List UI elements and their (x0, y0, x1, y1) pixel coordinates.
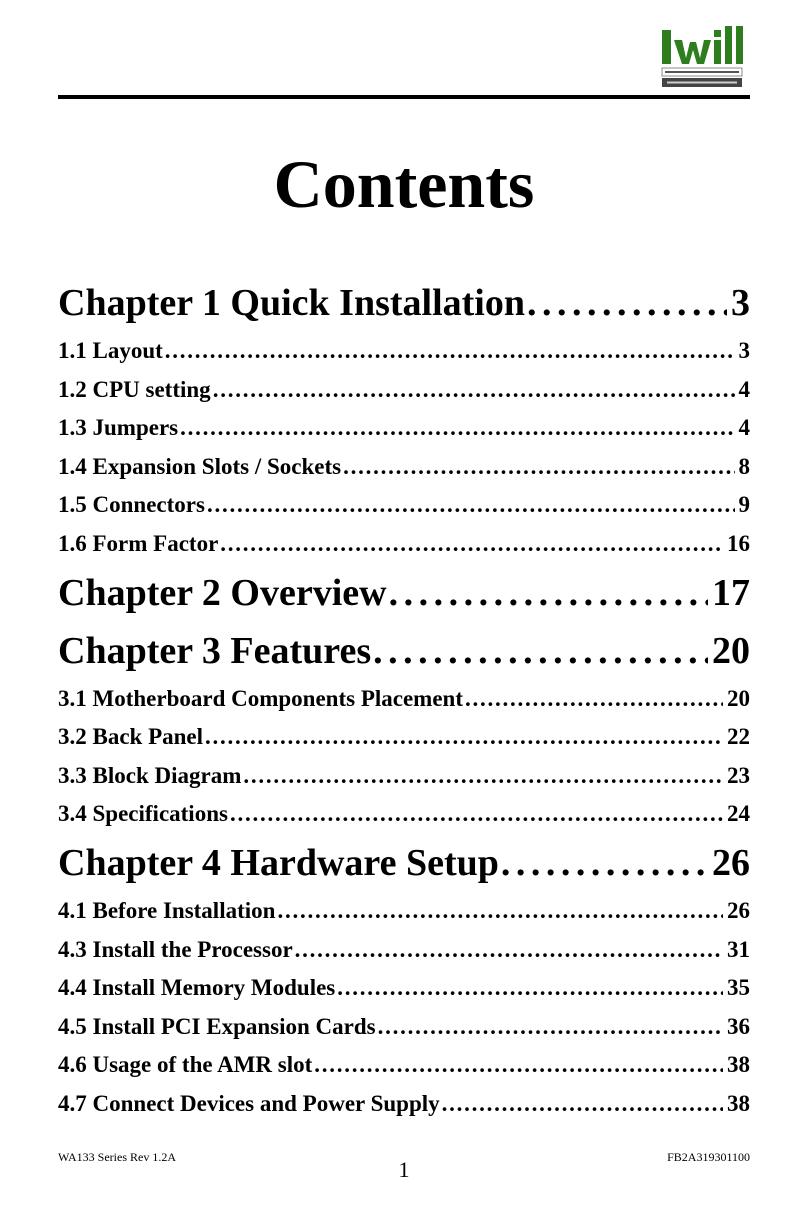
toc-leader-dots (373, 622, 708, 680)
toc-leader-dots (527, 274, 727, 332)
toc-leader-dots (465, 680, 723, 719)
toc-entry-label: 4.4 Install Memory Modules (58, 975, 336, 1001)
page-title: Contents (273, 146, 535, 222)
toc-entry-label: 3.1 Motherboard Components Placement (58, 685, 464, 711)
toc-entry-page: 35 (727, 975, 750, 1001)
toc-chapter-entry[interactable] (58, 564, 750, 622)
toc-entry-page: 38 (727, 1090, 750, 1116)
toc-section-entry[interactable] (58, 718, 750, 757)
toc-section-entry[interactable] (58, 892, 750, 931)
toc-entry-label: Chapter 4 Hardware Setup (58, 841, 499, 884)
toc-entry-page: 22 (727, 724, 750, 750)
toc-entry-label: 3.2 Back Panel (58, 724, 204, 750)
toc-leader-dots (213, 371, 735, 410)
toc-section-entry[interactable] (58, 680, 750, 719)
toc-section-entry[interactable] (58, 757, 750, 796)
toc-entry-label: 1.6 Form Factor (58, 530, 219, 556)
toc-leader-dots (230, 795, 723, 834)
toc-section-entry[interactable] (58, 969, 750, 1008)
toc-entry-label: 4.6 Usage of the AMR slot (58, 1052, 313, 1078)
toc-entry-page: 20 (712, 629, 750, 672)
toc-leader-dots (180, 409, 734, 448)
toc-leader-dots (295, 931, 723, 970)
toc-entry-label: 1.5 Connectors (58, 492, 205, 518)
toc-entry-label: 4.7 Connect Devices and Power Supply (58, 1090, 440, 1116)
toc-entry-page: 31 (727, 936, 750, 962)
iwill-logo (658, 20, 746, 92)
toc-section-entry[interactable] (58, 332, 750, 371)
toc-leader-dots (165, 332, 735, 371)
toc-leader-dots (277, 892, 723, 931)
toc-entry-page: 23 (727, 762, 750, 788)
toc-leader-dots (243, 757, 723, 796)
toc-entry-page: 26 (727, 897, 750, 923)
toc-entry-label: 3.3 Block Diagram (58, 762, 242, 788)
toc-leader-dots (220, 525, 723, 564)
toc-entry-page: 20 (727, 685, 750, 711)
toc-entry-label: 4.3 Install the Processor (58, 936, 293, 962)
toc-entry-label: 4.5 Install PCI Expansion Cards (58, 1013, 376, 1039)
toc-section-entry[interactable] (58, 448, 750, 487)
toc-section-entry[interactable] (58, 1008, 750, 1047)
toc-entry-label: 1.4 Expansion Slots / Sockets (58, 453, 342, 479)
toc-leader-dots (207, 486, 735, 525)
footer-part-number: FB2A319301100 (667, 1150, 750, 1164)
toc-leader-dots (343, 448, 734, 487)
toc-entry-label: Chapter 2 Overview (58, 571, 387, 614)
toc-section-entry[interactable] (58, 525, 750, 564)
toc-entry-label: Chapter 3 Features (58, 629, 372, 672)
toc-chapter-entry[interactable] (58, 622, 750, 680)
toc-entry-label: 4.1 Before Installation (58, 897, 276, 923)
footer-page-number: 1 (398, 1157, 410, 1182)
toc-entry-page: 16 (727, 530, 750, 556)
toc-section-entry[interactable] (58, 486, 750, 525)
toc-entry-page: 38 (727, 1052, 750, 1078)
toc-entry-page: 3 (731, 282, 750, 324)
toc-entry-page: 3 (738, 338, 750, 363)
toc-section-entry[interactable] (58, 931, 750, 970)
header-rule (58, 95, 750, 99)
toc-section-entry[interactable] (58, 371, 750, 410)
toc-entry-page: 4 (738, 376, 750, 402)
toc-entry-page: 24 (727, 801, 750, 827)
toc-leader-dots (337, 969, 723, 1008)
toc-entry-page: 17 (712, 571, 750, 614)
toc-leader-dots (378, 1008, 723, 1047)
toc-entry-page: 8 (738, 453, 750, 479)
toc-section-entry[interactable] (58, 1085, 750, 1124)
toc-section-entry[interactable] (58, 795, 750, 834)
toc-entry-label: 3.4 Specifications (58, 801, 228, 827)
toc-leader-dots (501, 834, 708, 892)
toc-entry-page: 4 (738, 415, 750, 441)
toc-entry-label: 1.2 CPU setting (58, 376, 211, 402)
toc-entry-page: 9 (738, 492, 750, 518)
footer-revision: WA133 Series Rev 1.2A (58, 1150, 176, 1164)
toc-section-entry[interactable] (58, 409, 750, 448)
toc-entry-label: Chapter 1 Quick Installation (58, 282, 525, 324)
toc-leader-dots (442, 1085, 723, 1124)
toc-leader-dots (389, 564, 708, 622)
toc-section-entry[interactable] (58, 1046, 750, 1085)
toc-entry-label: 1.1 Layout (58, 338, 163, 363)
toc-leader-dots (205, 718, 723, 757)
toc-leader-dots (314, 1046, 723, 1085)
toc-entry-page: 26 (712, 841, 750, 884)
toc-chapter-entry[interactable] (58, 274, 750, 332)
table-of-contents (58, 274, 750, 1124)
toc-chapter-entry[interactable] (58, 834, 750, 892)
toc-entry-page: 36 (727, 1013, 750, 1039)
toc-entry-label: 1.3 Jumpers (58, 415, 179, 441)
